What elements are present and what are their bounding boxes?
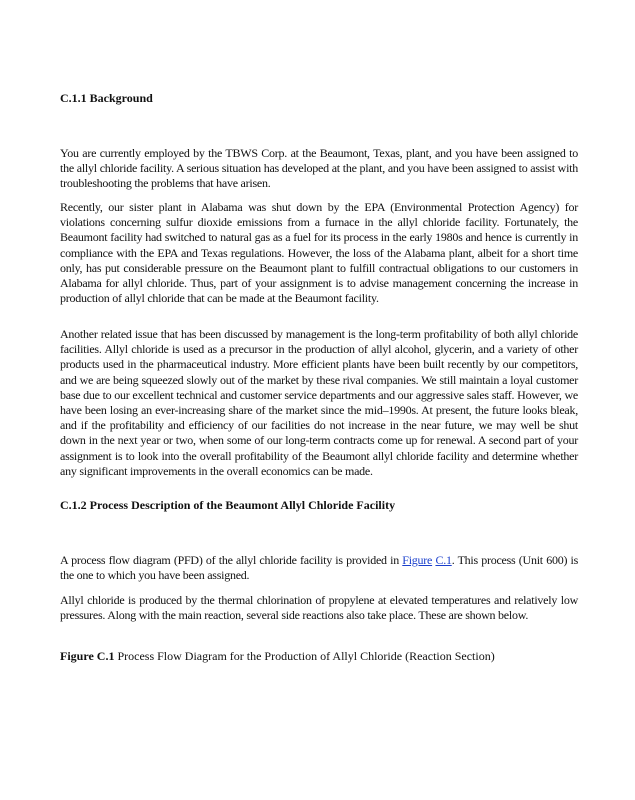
background-paragraph-3: Another related issue that has been discussed by management is the long-term profitability of both allyl chloride facilities. Allyl chloride is used as a precursor in the production of allyl alcohol, glycerin, and a variety of other products used in the pharmaceutical industry. More efficient plants have been built recently by our competitors, and we are being squeezed slowly out of the market by these rival companies. We still maintain a loyal customer base due to our excellent technical and customer service departments and our aggressive sales staff. However, we have been losing an ever-increasing share of the market since the mid–1990s. At present, the future looks bleak, and if the profitability and efficiency of our facilities do not increase in the near future, we may well be shut down in the next year or two, when some of our long-term contracts come up for renewal. A second part of your assignment is to look into the overall profitability of the Beaumont allyl chloride facility and determine whether any significant improvements in the overall economics can be made.	[60, 327, 578, 478]
figure-link-word[interactable]: Figure	[402, 553, 433, 567]
figure-caption	[60, 649, 578, 663]
figure-caption-text: Process Flow Diagram for the Production of Allyl Chloride (Reaction Section)	[114, 649, 495, 663]
background-paragraph-1: You are currently employed by the TBWS Corp. at the Beaumont, Texas, plant, and you have been assigned to the allyl chloride facility. A serious situation has developed at the plant, and you have been assigned to assist with troubleshooting the problems that have arisen.	[60, 146, 578, 191]
pfd-paragraph	[60, 553, 578, 583]
background-paragraph-2: Recently, our sister plant in Alabama was shut down by the EPA (Environmental Protection Agency) for violations concerning sulfur dioxide emissions from a furnace in the allyl chloride facility. Fortunately, the Beaumont facility had switched to natural gas as a fuel for its process in the early 1980s and hence is currently in compliance with the EPA and Texas regulations. However, the loss of the Alabama plant, albeit for a short time only, has put considerable pressure on the Beaumont plant to fulfill contractual obligations to our customers in Alabama for allyl chloride. Thus, part of your assignment is to advise management concerning the increase in production of allyl chloride that can be made at the Beaumont facility.	[60, 200, 578, 306]
figure-label: Figure C.1	[60, 649, 115, 663]
figure-link-ref[interactable]: C.1	[435, 553, 452, 567]
pfd-text-before: A process flow diagram (PFD) of the allyl chloride facility is provided in	[60, 553, 403, 567]
section-heading-background: C.1.1 Background	[60, 91, 153, 105]
reaction-paragraph: Allyl chloride is produced by the thermal chlorination of propylene at elevated temperatures and relatively low pressures. Along with the main reaction, several side reactions also take place. These are shown below.	[60, 593, 578, 623]
section-heading-process-description: C.1.2 Process Description of the Beaumont Allyl Chloride Facility	[60, 498, 396, 512]
pfd-text-after: . This process (Unit 600) is the one to which you have been assigned.	[60, 553, 579, 583]
